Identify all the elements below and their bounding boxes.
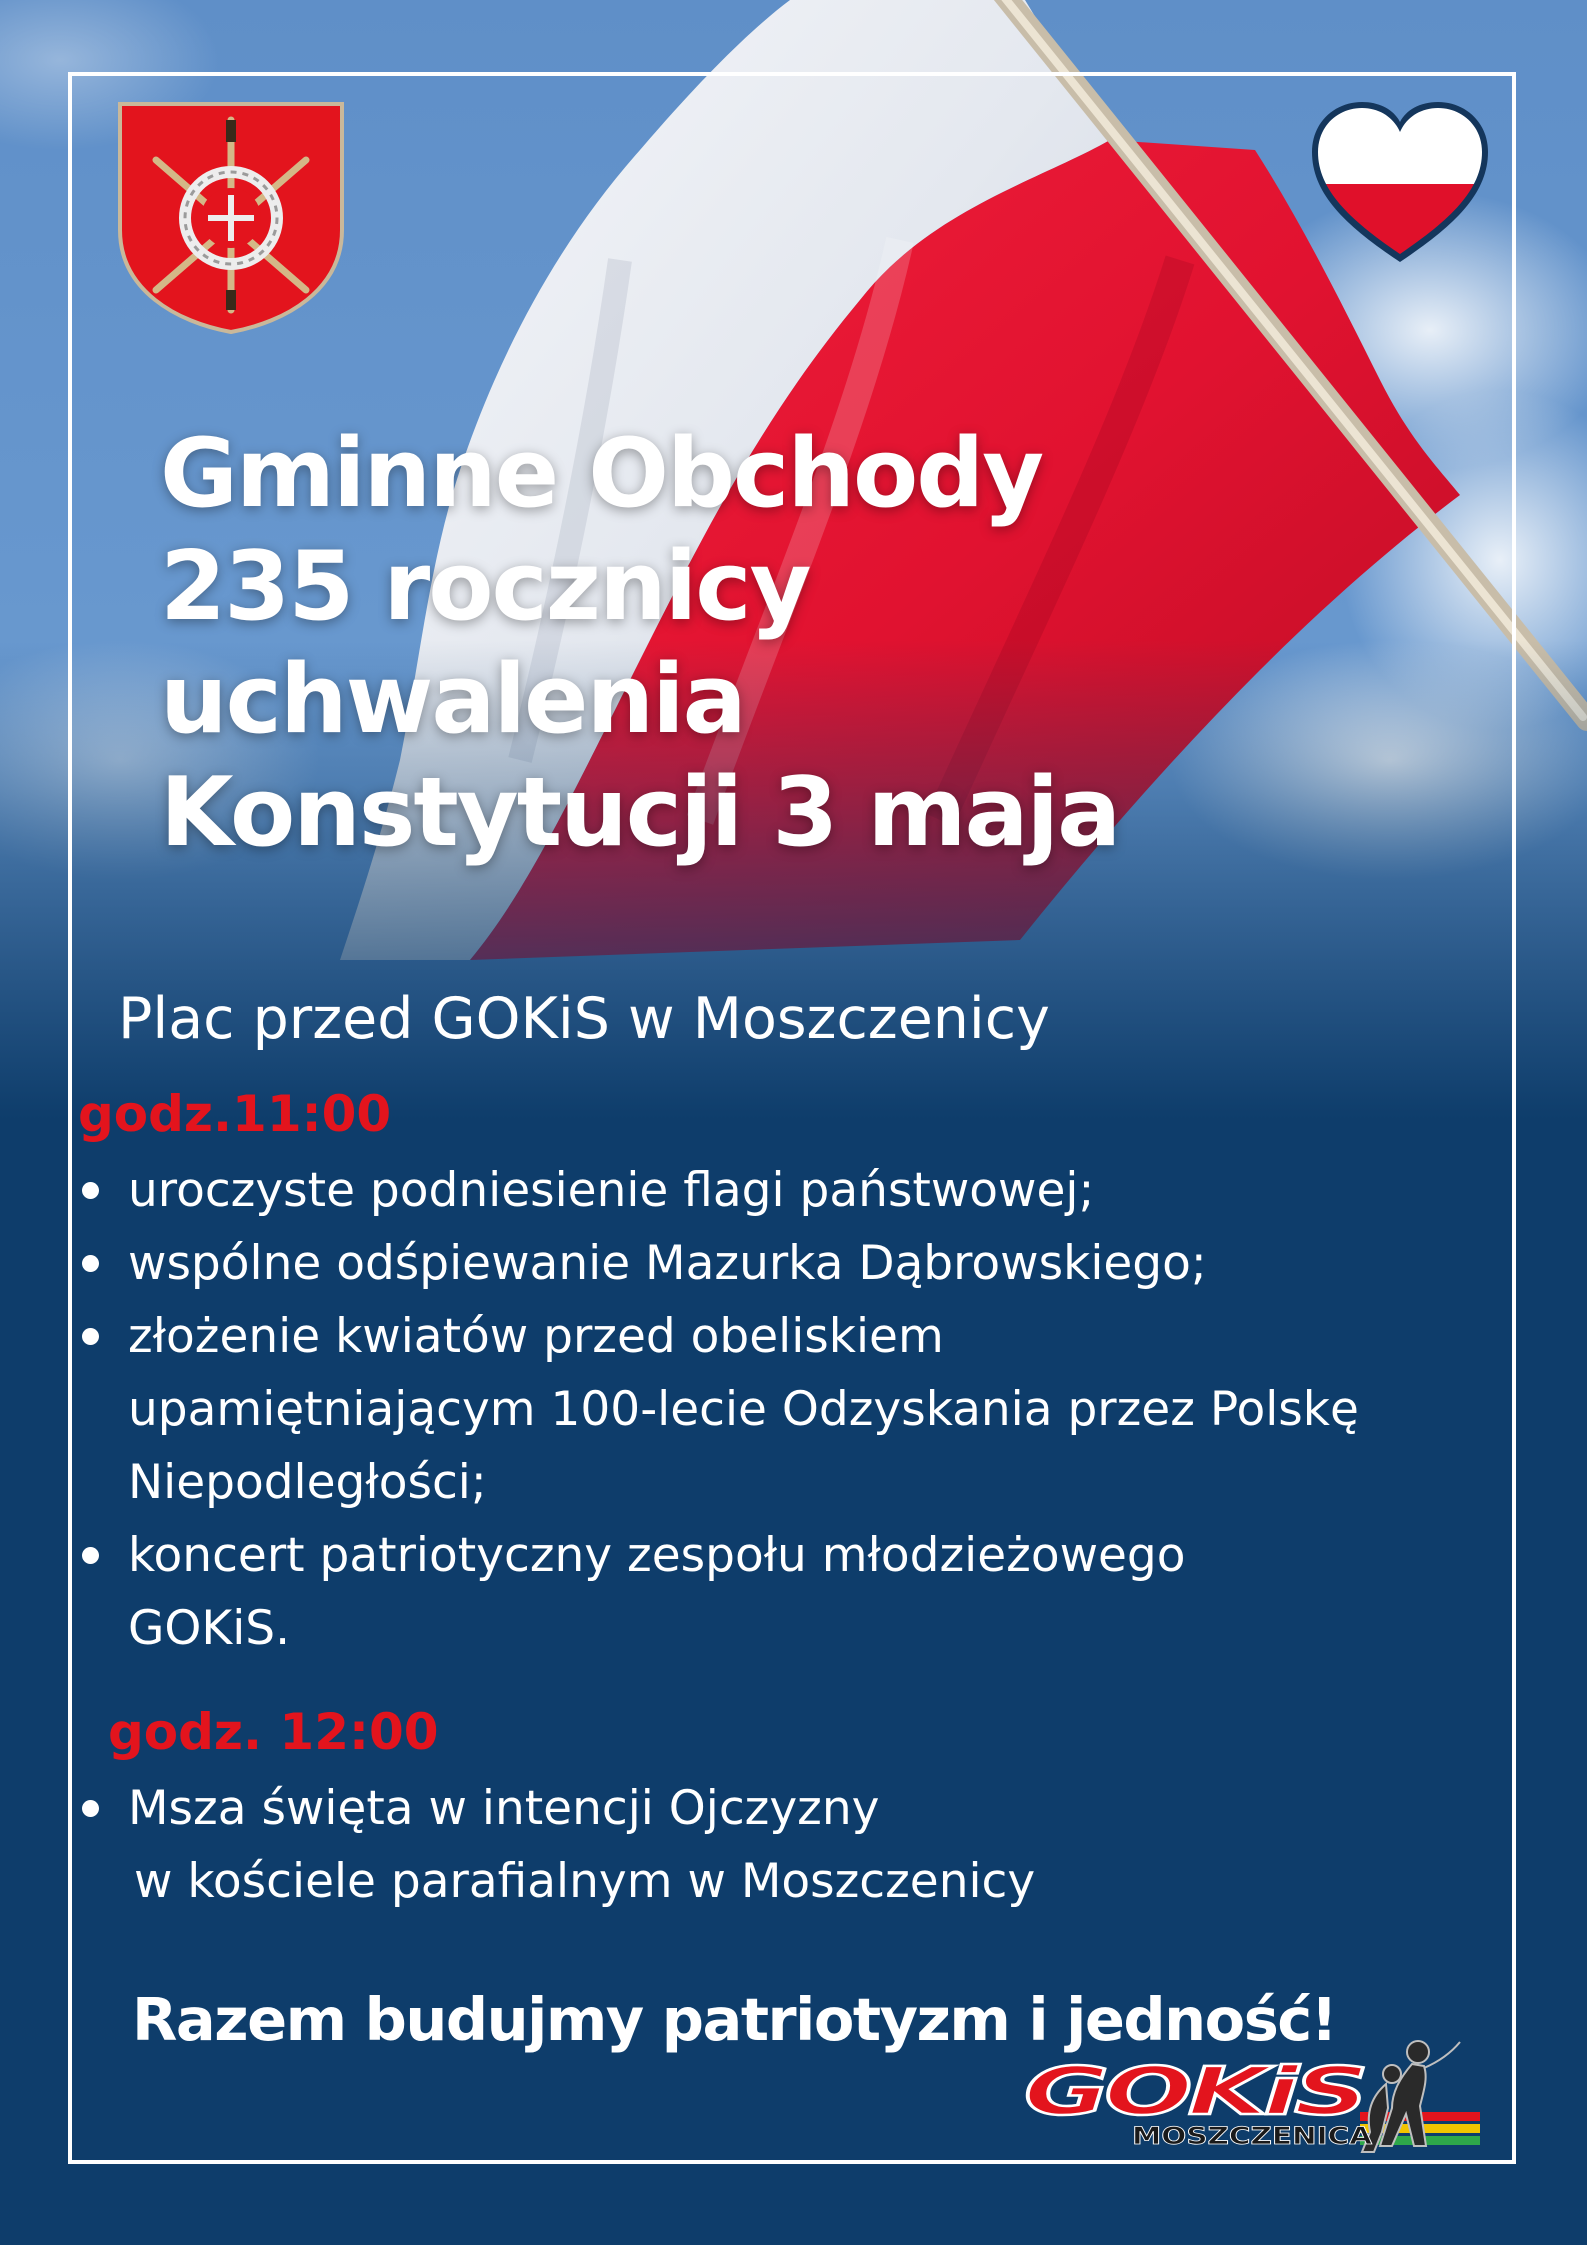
gokis-logo — [1020, 2028, 1500, 2158]
list-item-text: uroczyste podniesienie flagi państwowej; — [128, 1163, 1095, 1218]
bullet-icon — [82, 1547, 99, 1564]
bullet-icon — [82, 1328, 99, 1345]
list-item-text: GOKiS. — [128, 1601, 291, 1656]
event-title — [160, 418, 1360, 870]
gokis-logo-subtitle: MOSZCZENICA — [1132, 2122, 1373, 2150]
slogan: Razem budujmy patriotyzm i jedność! — [132, 1985, 1337, 2054]
schedule-time-1: godz.11:00 — [78, 1085, 392, 1143]
list-item-text: w kościele parafialnym w Moszczenicy — [134, 1854, 1036, 1909]
polish-flag-heart-icon — [1310, 102, 1490, 266]
schedule-time-2: godz. 12:00 — [108, 1703, 439, 1761]
list-item-text: upamiętniającym 100-lecie Odzyskania przez Polskę — [128, 1382, 1359, 1437]
list-item-text: złożenie kwiatów przed obeliskiem — [128, 1309, 944, 1364]
list-item — [78, 1154, 1458, 1227]
title-line: Gminne Obchody — [160, 419, 1043, 529]
title-line: 235 rocznicy — [160, 532, 810, 642]
event-location: Plac przed GOKiS w Moszczenicy — [118, 986, 1050, 1052]
list-item-text: koncert patriotyczny zespołu młodzieżowego — [128, 1528, 1186, 1583]
title-line: Konstytucji 3 maja — [160, 758, 1120, 868]
coat-of-arms-icon — [116, 100, 346, 336]
list-item — [78, 1772, 1458, 1918]
bullet-icon — [82, 1255, 99, 1272]
list-item-text: wspólne odśpiewanie Mazurka Dąbrowskiego; — [128, 1236, 1207, 1291]
bullet-icon — [82, 1182, 99, 1199]
list-item — [78, 1300, 1458, 1519]
list-item — [78, 1227, 1458, 1300]
list-item — [78, 1519, 1458, 1665]
list-item-text: Msza święta w intencji Ojczyzny — [128, 1781, 880, 1836]
schedule-list-2 — [78, 1772, 1458, 1918]
schedule-list-1 — [78, 1154, 1458, 1665]
bullet-icon — [82, 1800, 99, 1817]
gokis-logo-text: GOKiS — [1024, 2053, 1364, 2130]
title-line: uchwalenia — [160, 645, 745, 755]
list-item-text: Niepodległości; — [128, 1455, 487, 1510]
